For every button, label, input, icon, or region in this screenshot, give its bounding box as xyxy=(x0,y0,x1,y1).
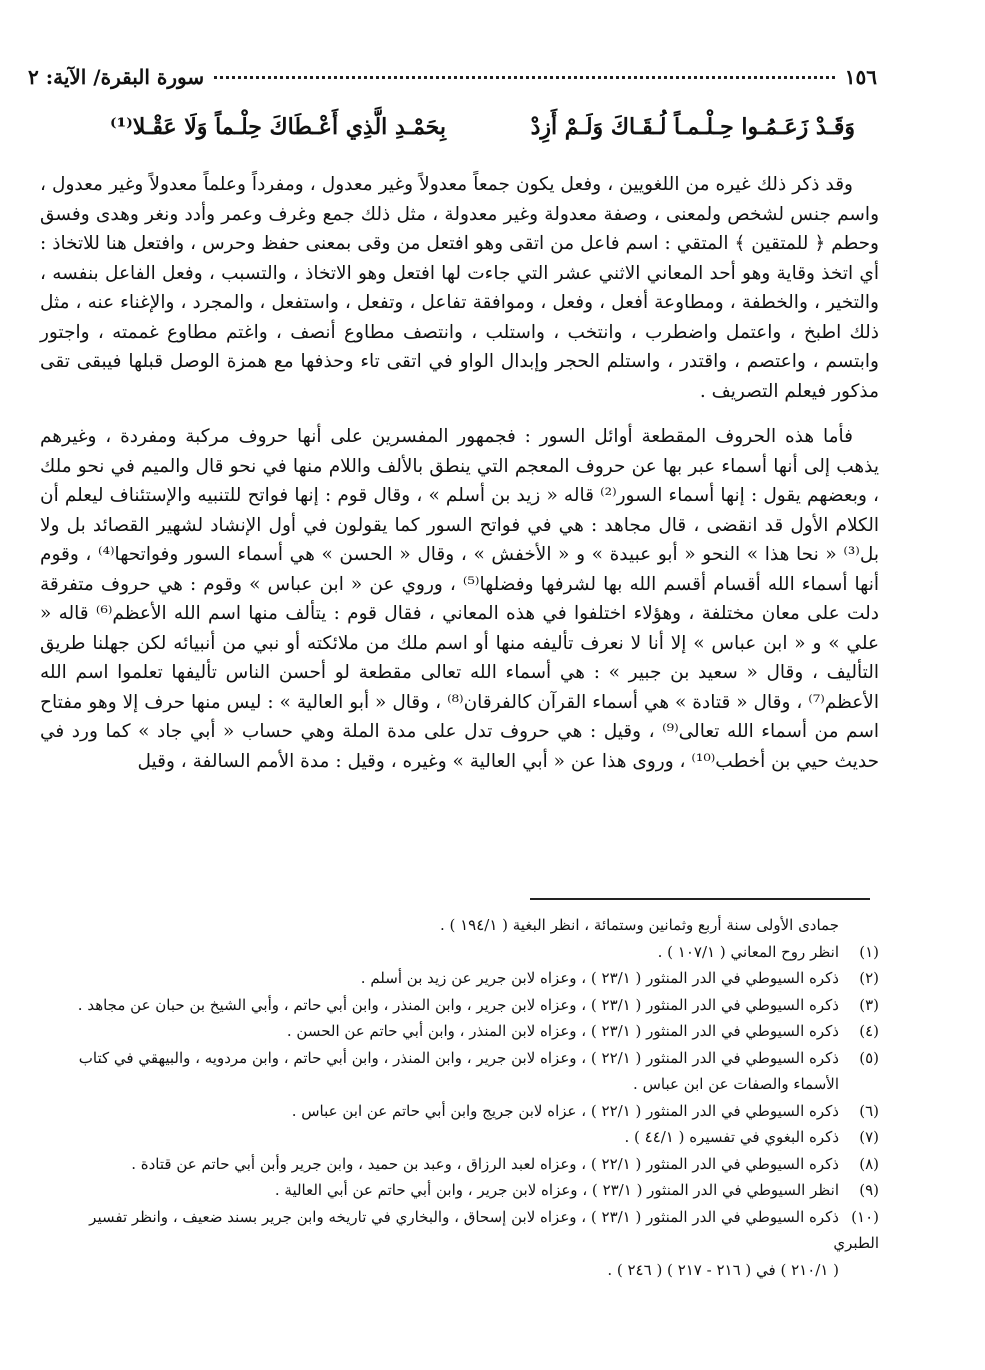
footnote-number: (١) xyxy=(859,942,879,961)
footnote xyxy=(40,912,879,939)
footnote-number: (٥) xyxy=(859,1048,879,1067)
footnote-text: ذكره السيوطي في الدر المنثور ( ٢٣/١ ) ، وعزاه لابن المنذر ، وابن أبي حاتم عن الحسن . xyxy=(286,1022,839,1040)
header-dot-leader xyxy=(214,76,835,79)
footnote xyxy=(40,1098,879,1125)
main-text xyxy=(40,170,879,776)
footnote xyxy=(40,1257,879,1284)
footnote-number: (٧) xyxy=(859,1128,879,1146)
footnote-number: (٨) xyxy=(859,1154,879,1173)
footnote-text: ( ٢١٠/١ ) في ( ٢١٦ - ٢١٧ ) ( ٢٤٦ ) . xyxy=(607,1260,839,1279)
footnote-text: ذكره البغوي في تفسيره ( ٤٤/١ ) . xyxy=(624,1128,839,1146)
body-paragraph: فأما هذه الحروف المقطعة أوائل السور : فجمهور المفسرين على أنها حروف مركبة ومفردة ، وغيرهم يذهب إلى أنها أسماء عبر بها عن حروف المعجم التي ينطق بالألف واللام منها في نحو قال والميم في نحو ملك ، وبعضهم يقول : إنها أسماء السور⁽²⁾ قاله « زيد بن أسلم » ، وقال قوم : إنها فواتح للتنبيه والإستئناف ليعلم أن الكلام الأول قد انقضى ، قال مجاهد : هي في فواتح السور كما يقولون في أول الإنشاد لشهير القصائد بل ولا بل⁽³⁾ « نحا هذا » النحو « أبو عبيدة » و « الأخفش » ، وقال « الحسن » هي أسماء السور وفواتحها⁽⁴⁾ ، وقوم أنها أسماء الله أقسام أقسم الله بها لشرفها وفضلها⁽⁵⁾ ، وروي عن « ابن عباس » وقوم : هي حروف متفرقة دلت على معان مختلفة ، وهؤلاء اختلفوا في هذه المعاني ، فقال قوم : يتألف منها اسم الله الأعظم⁽⁶⁾ قاله « علي » و « ابن عباس » إلا أنا لا نعرف تأليفه منها أو اسم ملك من ملائكته أو نبي من أنبيائه لكن جهلنا طريق التأليف ، وقال « سعيد بن جبير » : هي أسماء الله تعالى مقطعة لو أحسن الناس تأليفها تعلموا اسم الله الأعظم⁽⁷⁾ ، وقال « قتادة » هي أسماء القرآن كالفرقان⁽⁸⁾ ، وقال « أبو العالية » : ليس منها حرف إلا وهو مفتاح اسم من أسماء الله تعالى⁽⁹⁾ ، وقيل : هي حروف تدل على مدة الملة وهي حساب « أبي جاد » كما ورد في حديث حيي بن أخطب⁽¹⁰⁾ ، وروى هذا عن « أبي العالية » وغيره ، وقيل : مدة الأمم السالفة ، وقيل xyxy=(40,426,879,772)
footnote xyxy=(40,1045,879,1072)
footnote-text: ذكره السيوطي في الدر المنثور ( ٢٣/١ ) ، وعزاه لابن إسحاق ، والبخاري في تاريخه وابن جرير بسند ضعيف ، وانظر تفسير الطبري xyxy=(89,1207,879,1252)
footnote-number: (١٠) xyxy=(851,1207,879,1226)
footnote-text: جمادى الأولى سنة أربع وثمانين وستمائة ، انظر البغية ( ١٩٤/١ ) . xyxy=(439,916,839,934)
footnote xyxy=(40,992,879,1019)
footnote-text: ذكره السيوطي في الدر المنثور ( ٢٣/١ ) ، وعزاه لابن جرير عن زيد بن أسلم . xyxy=(360,969,839,987)
footnote xyxy=(40,965,879,992)
body-paragraph: وقد ذكر ذلك غيره من اللغويين ، وفعل يكون جمعاً معدولاً وغير معدول ، ومفرداً وعلماً معدولاً وغير معدول ، واسم جنس لشخص ولمعنى ، وصفة معدولة وغير معدولة ، مثل ذلك جمع وغرف وعمر وأدد ونغر وهدى وفسق وحطم ﴿ للمتقين ﴾ المتقي : اسم فاعل من اتقى وهو افتعل من وقى بمعنى حفظ وحرس ، وافتعل هنا للاتخاذ : أي اتخذ وقاية وهو أحد المعاني الاثني عشر التي جاءت لها افتعل وهو الاتخاذ ، والتسبب ، وفعل الفاعل بنفسه ، والتخير ، والخطفة ، ومطاوعة أفعل ، وفعل ، وموافقة تفاعل ، وتفعل ، واستفعل ، والمجرد ، والإغناء عنه ، مثل ذلك اطبخ ، واعتمل واضطرب ، وانتخب ، واستلب ، وانتصف مطاوع أنصف ، واغتم مطاوع غممته ، واجتور وابتسم ، واعتصم ، واقتدر ، واستلم الحجر وإبدال الواو في اتقى تاء وحذفها مع همزة الوصل قبلها فيبقى تقى مذكور فيعلم التصريف . xyxy=(40,174,879,402)
footnote xyxy=(40,939,879,966)
footnote xyxy=(40,1018,879,1045)
page-number: ١٥٦ xyxy=(844,65,877,89)
footnote-number: (٢) xyxy=(859,969,879,987)
footnote-text: انظر روح المعاني ( ١٠٧/١ ) . xyxy=(657,942,839,961)
footnote-number: (٣) xyxy=(859,995,879,1014)
verse-hemistich-first: وَقَـدْ زَعَـمُـوا حِـلْـمـاً لُـقَـاكَ وَلَـمْ أَزِدْ xyxy=(530,114,855,140)
footnote-number: (٦) xyxy=(859,1101,879,1120)
footnote xyxy=(40,1071,879,1098)
footnote-number: (٩) xyxy=(859,1181,879,1199)
footnote-number: (٤) xyxy=(859,1022,879,1040)
surah-title: سورة البقرة/ الآية: ٢ xyxy=(28,65,205,89)
footnote-text: ذكره السيوطي في الدر المنثور ( ٢٣/١ ) ، وعزاه لابن جرير ، وابن المنذر ، وابن أبي حاتم ، وأبي الشيخ بن حبان عن مجاهد . xyxy=(77,995,839,1014)
footnote xyxy=(40,1177,879,1204)
running-header xyxy=(28,62,877,92)
verse-hemistich-second: بِحَمْـدِ الَّذِي أَعْـطَاكَ حِلْـماً وَلَا عَقْـلا⁽¹⁾ xyxy=(110,114,446,140)
poetry-verse xyxy=(110,114,855,140)
footnote xyxy=(40,1204,879,1257)
footnote-separator xyxy=(530,898,870,900)
footnote xyxy=(40,1151,879,1178)
footnote-text: انظر السيوطي في الدر المنثور ( ٢٣/١ ) ، وعزاه لابن جرير ، وابن أبي حاتم عن أبي العالية . xyxy=(274,1181,839,1199)
footnotes xyxy=(40,912,879,1283)
footnote-text: ذكره السيوطي في الدر المنثور ( ٢٢/١ ) ، عزاه لابن جريج وابن أبي حاتم عن ابن عباس . xyxy=(291,1101,839,1120)
footnote-text: ذكره السيوطي في الدر المنثور ( ٢٢/١ ) ، وعزاه لابن جرير ، وابن المنذر ، وابن أبي حاتم ، وابن مردويه ، والبيهقي في كتاب xyxy=(78,1048,839,1067)
footnote xyxy=(40,1124,879,1151)
footnote-text: ذكره السيوطي في الدر المنثور ( ٢٢/١ ) ، وعزاه لعبد الرزاق ، وعبد بن حميد ، وابن جرير وأبن أبي حاتم عن قتادة . xyxy=(131,1154,839,1173)
footnote-text: الأسماء والصفات عن ابن عباس . xyxy=(633,1075,839,1093)
